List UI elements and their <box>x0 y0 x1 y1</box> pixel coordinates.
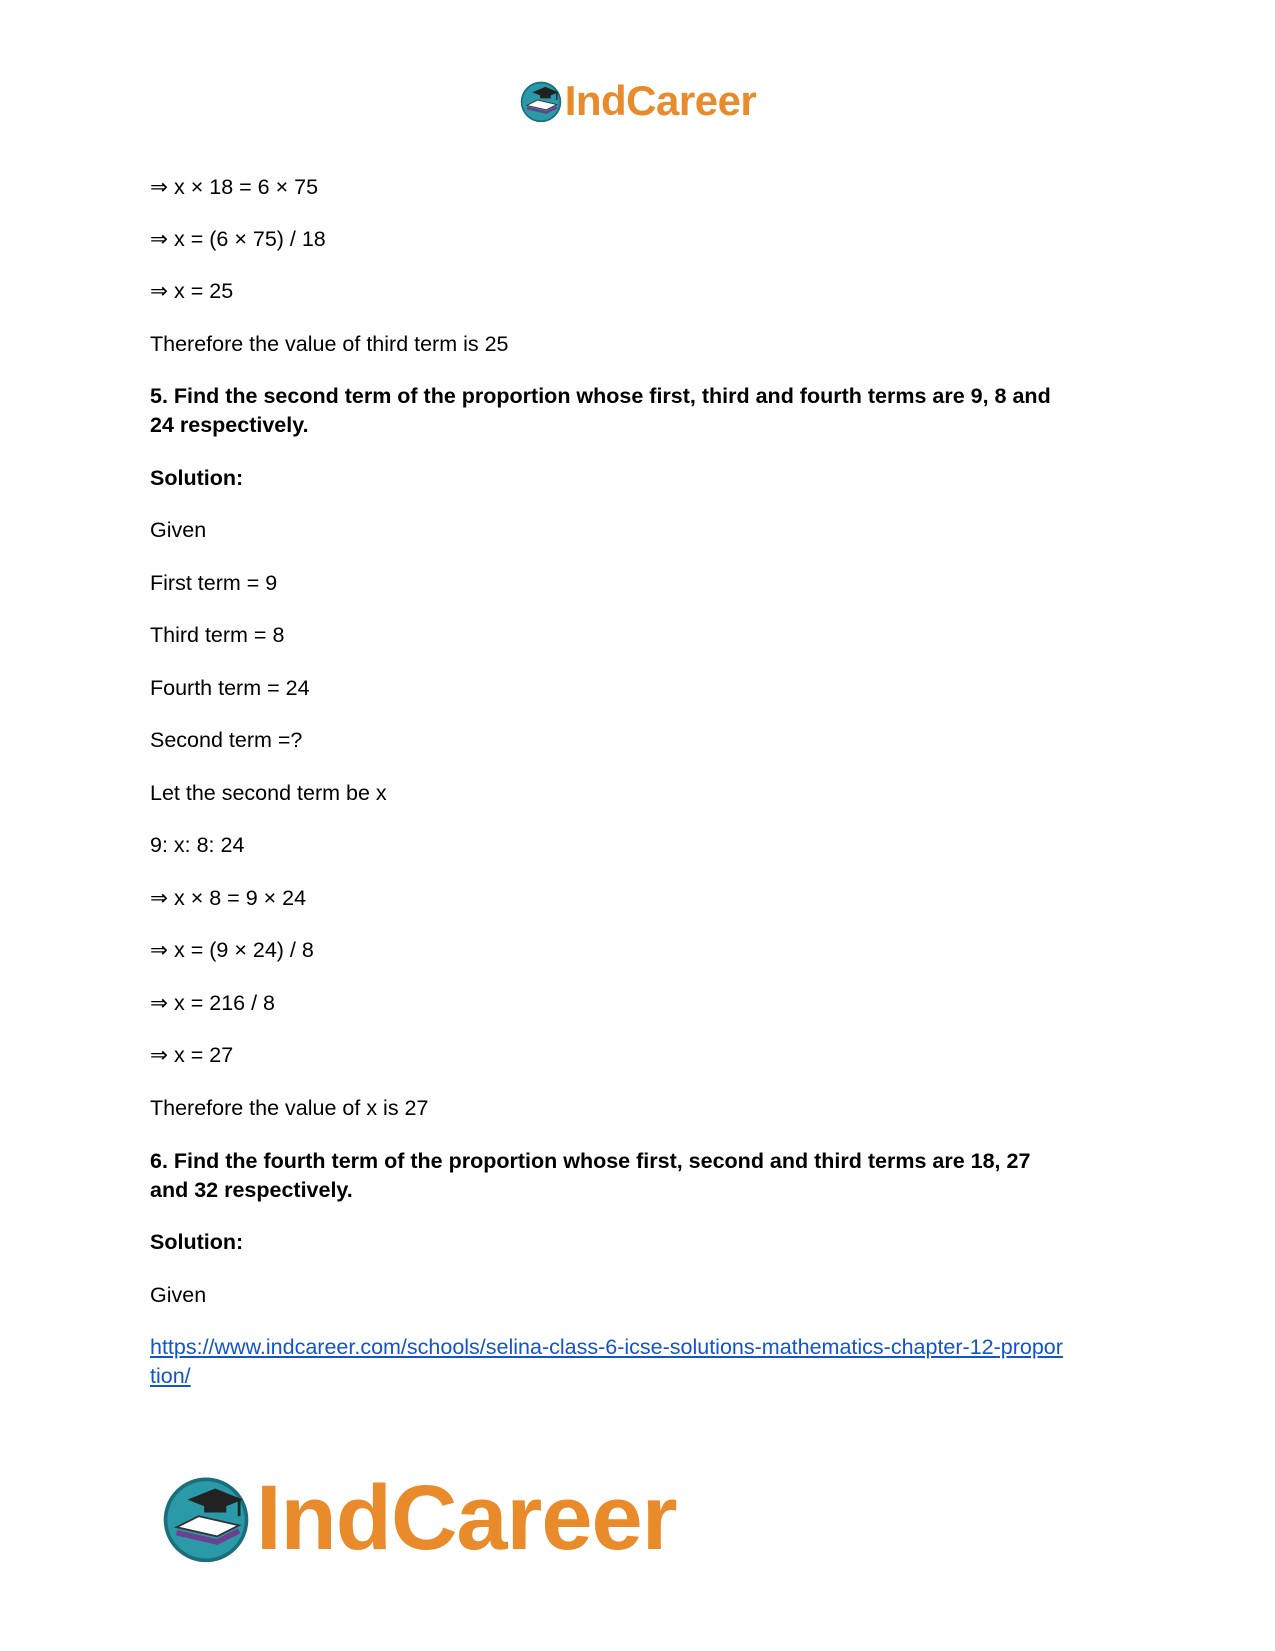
graduation-book-globe-icon <box>160 1472 252 1564</box>
solution-label: Solution: <box>150 466 244 490</box>
question-5-heading-cont: 24 respectively. <box>150 413 309 437</box>
equation-line: ⇒ x = 25 <box>150 279 234 303</box>
assumption-line: Let the second term be x <box>150 781 387 805</box>
equation-line: ⇒ x × 18 = 6 × 75 <box>150 175 319 199</box>
given-label: Given <box>150 518 207 542</box>
footer-logo <box>160 1468 677 1568</box>
question-6-heading: 6. Find the fourth term of the proportion whose first, second and third terms are 18, 27 <box>150 1149 1031 1173</box>
given-line: Second term =? <box>150 728 303 752</box>
header-logo <box>0 78 1275 124</box>
question-5-heading: 5. Find the second term of the proportion whose first, third and fourth terms are 9, 8 and <box>150 384 1051 408</box>
solution-label: Solution: <box>150 1230 244 1254</box>
equation-line: ⇒ x = (6 × 75) / 18 <box>150 227 326 251</box>
logo-wordmark: IndCareer <box>256 1467 677 1569</box>
equation-line: ⇒ x = 27 <box>150 1043 234 1067</box>
source-link[interactable]: https://www.indcareer.com/schools/selina-class-6-icse-solutions-mathematics-chapter-12-propor <box>150 1335 1063 1359</box>
given-label: Given <box>150 1283 207 1307</box>
equation-line: ⇒ x = 216 / 8 <box>150 991 275 1015</box>
conclusion-line: Therefore the value of third term is 25 <box>150 332 509 356</box>
equation-line: ⇒ x = (9 × 24) / 8 <box>150 938 314 962</box>
conclusion-line: Therefore the value of x is 27 <box>150 1096 429 1120</box>
given-line: First term = 9 <box>150 571 278 595</box>
graduation-book-globe-icon <box>519 79 563 123</box>
equation-line: ⇒ x × 8 = 9 × 24 <box>150 886 307 910</box>
proportion-line: 9: x: 8: 24 <box>150 833 245 857</box>
given-line: Third term = 8 <box>150 623 285 647</box>
given-line: Fourth term = 24 <box>150 676 310 700</box>
question-6-heading-cont: and 32 respectively. <box>150 1178 353 1202</box>
logo-wordmark: IndCareer <box>564 77 757 124</box>
source-link-cont[interactable]: tion/ <box>150 1364 191 1388</box>
